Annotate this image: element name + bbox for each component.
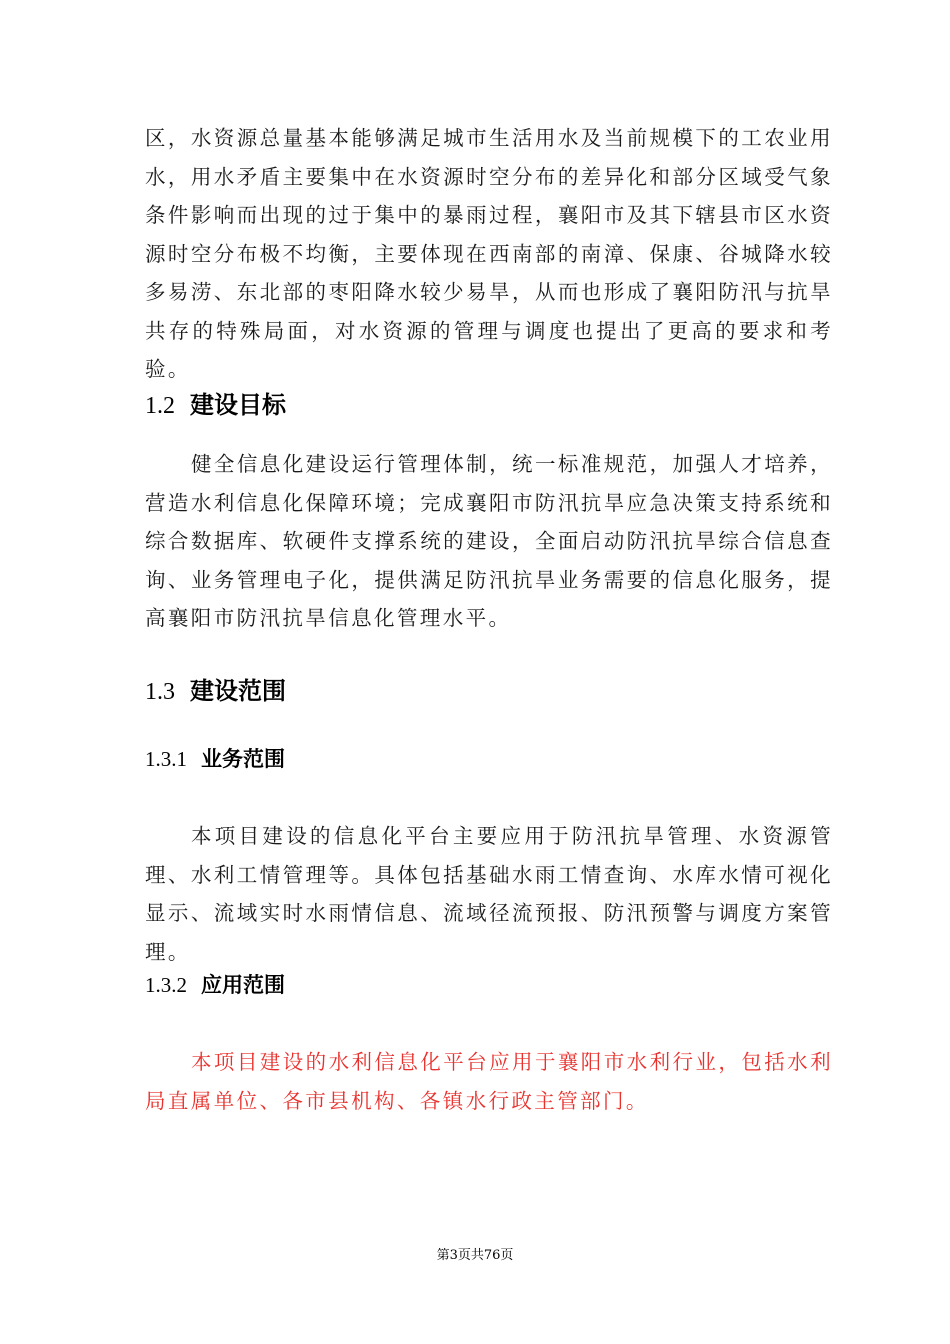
page-number-footer: 第3页共76页 bbox=[436, 1248, 514, 1263]
business-scope-paragraph: 本项目建设的信息化平台主要应用于防汛抗旱管理、水资源管理、水利工情管理等。具体包括基础水雨工情查询、水库水情可视化显示、流域实时水雨情信息、流域径流预报、防汛预警与调度方案管理。 bbox=[145, 824, 833, 964]
section-heading-1-3 bbox=[145, 671, 286, 706]
section-heading-1-2 bbox=[145, 385, 286, 420]
section-number: 1.3 bbox=[145, 679, 175, 705]
subsection-number: 1.3.2 bbox=[145, 973, 187, 997]
section-title: 建设目标 bbox=[190, 391, 286, 419]
subsection-heading-1-3-1 bbox=[145, 743, 285, 773]
subsection-title: 应用范围 bbox=[201, 973, 285, 997]
subsection-number: 1.3.1 bbox=[145, 747, 187, 771]
subsection-title: 业务范围 bbox=[201, 747, 285, 771]
goal-paragraph: 健全信息化建设运行管理体制，统一标准规范，加强人才培养，营造水利信息化保障环境；完成襄阳市防汛抗旱应急决策支持系统和综合数据库、软硬件支撑系统的建设，全面启动防汛抗旱综合信息查询、业务管理电子化，提供满足防汛抗旱业务需要的信息化服务，提高襄阳市防汛抗旱信息化管理水平。 bbox=[145, 452, 833, 630]
application-scope-paragraph: 本项目建设的水利信息化平台应用于襄阳市水利行业，包括水利局直属单位、各市县机构、各镇水行政主管部门。 bbox=[145, 1050, 833, 1113]
subsection-heading-1-3-2 bbox=[145, 969, 285, 999]
intro-paragraph: 区，水资源总量基本能够满足城市生活用水及当前规模下的工农业用水，用水矛盾主要集中在水资源时空分布的差异化和部分区域受气象条件影响而出现的过于集中的暴雨过程，襄阳市及其下辖县市区水资源时空分布极不均衡，主要体现在西南部的南漳、保康、谷城降水较多易涝、东北部的枣阳降水较少易旱，从而也形成了襄阳防汛与抗旱共存的特殊局面，对水资源的管理与调度也提出了更高的要求和考验。 bbox=[145, 126, 833, 381]
section-title: 建设范围 bbox=[190, 677, 286, 705]
section-number: 1.2 bbox=[145, 393, 175, 419]
